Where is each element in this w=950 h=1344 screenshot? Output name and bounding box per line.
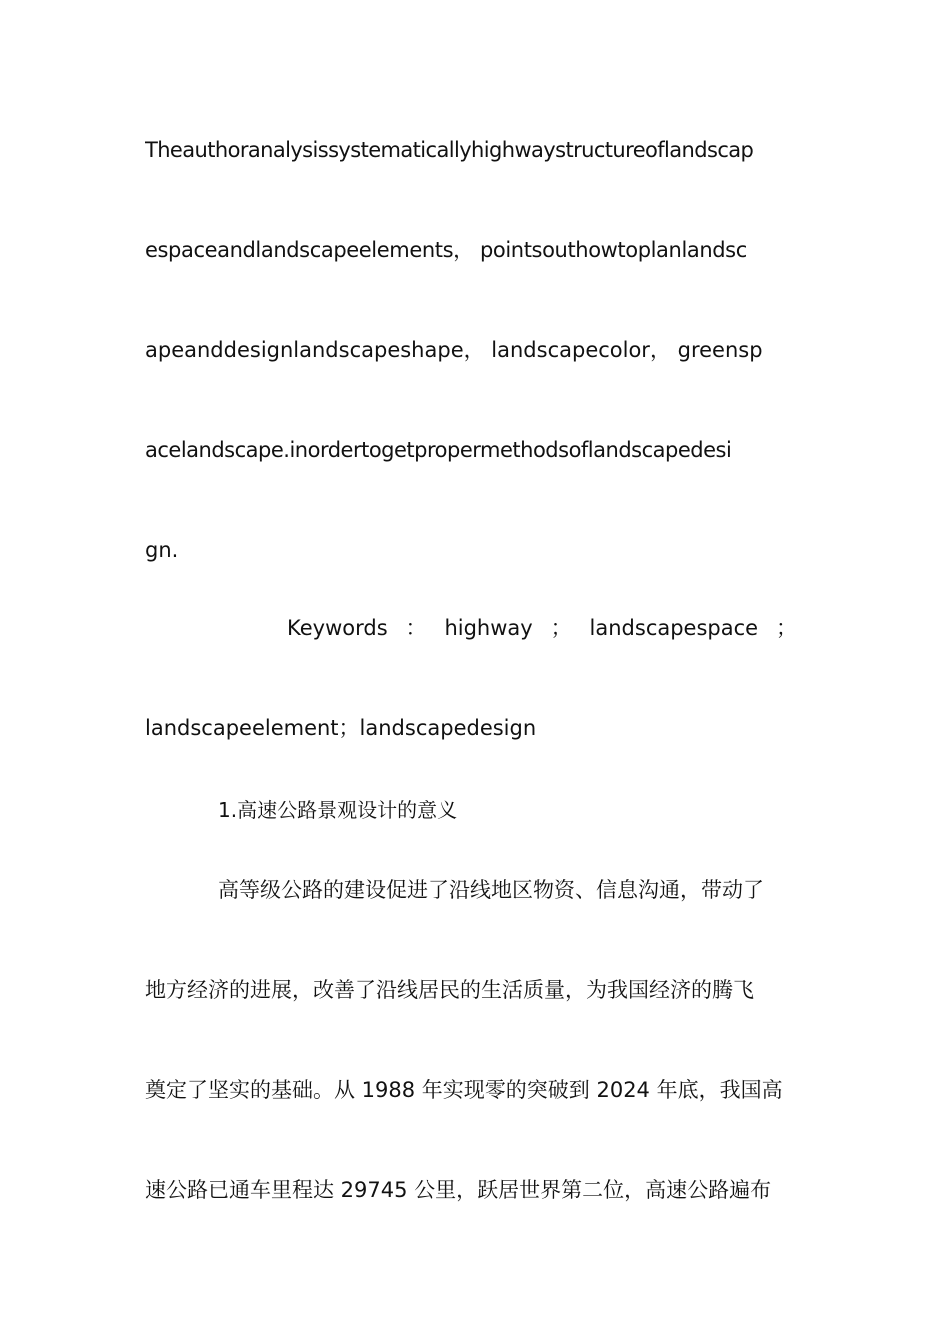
keyword-landscapespace: landscapespace xyxy=(589,616,759,640)
keywords-label: Keywords xyxy=(287,616,388,640)
keywords-line xyxy=(287,614,797,642)
paragraph-line-4: 速公路已通车里程达 29745 公里，跃居世界第二位，高速公路遍布 xyxy=(145,1178,772,1202)
keywords-continuation: landscapeelement；landscapedesign xyxy=(145,716,537,740)
abstract-line-5: gn. xyxy=(145,538,179,562)
abstract-line-3: apeanddesignlandscapeshape， landscapecolor， greensp xyxy=(145,338,763,362)
section-heading: 1.高速公路景观设计的意义 xyxy=(218,798,458,822)
paragraph-line-1: 高等级公路的建设促进了沿线地区物资、信息沟通，带动了 xyxy=(218,878,764,902)
abstract-line-4: acelandscape.inordertogetpropermethodsoflandscapedesi xyxy=(145,438,732,462)
keyword-highway: highway xyxy=(444,616,533,640)
abstract-line-1: Theauthoranalysissystematicallyhighwaystructureoflandscap xyxy=(145,138,754,162)
paragraph-line-2: 地方经济的进展，改善了沿线居民的生活质量，为我国经济的腾飞 xyxy=(145,978,754,1002)
abstract-line-2: espaceandlandscapeelements， pointsouthowtoplanlandsc xyxy=(145,238,747,262)
paragraph-line-3: 奠定了坚实的基础。从 1988 年实现零的突破到 2024 年底，我国高 xyxy=(145,1078,783,1102)
keyword-separator: ； xyxy=(550,616,572,640)
keyword-separator: ； xyxy=(776,616,797,640)
keywords-colon: ： xyxy=(405,616,427,640)
